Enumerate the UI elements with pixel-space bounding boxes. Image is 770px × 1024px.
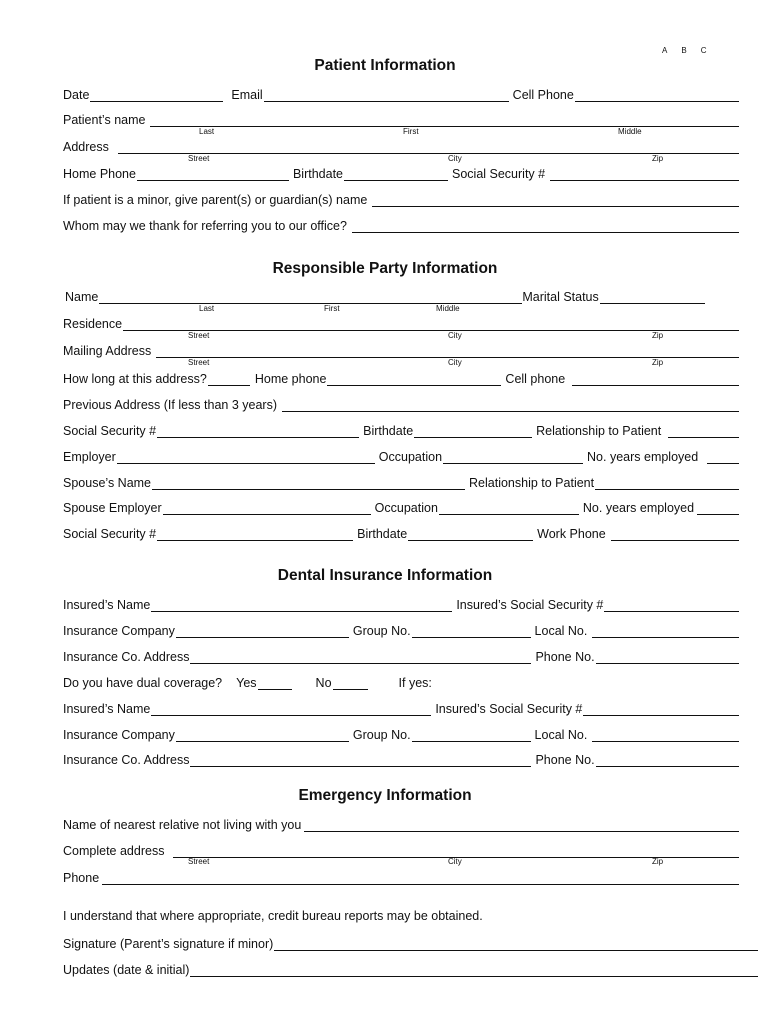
- res-sub-city: City: [448, 331, 462, 340]
- ins-address-label-2: Insurance Co. Address: [63, 753, 190, 767]
- spouse-relationship-label: Relationship to Patient: [469, 476, 595, 490]
- how-long-label: How long at this address?: [63, 372, 207, 386]
- emergency-info-heading: Emergency Information: [298, 787, 472, 804]
- spouse-ssn-label: Social Security #: [63, 527, 157, 541]
- cell-phone-field[interactable]: [575, 89, 739, 102]
- birthdate-field[interactable]: [344, 168, 448, 181]
- local-no-label-1: Local No.: [534, 624, 588, 638]
- rp-sub-middle: Middle: [436, 304, 460, 313]
- sub-zip: Zip: [652, 154, 664, 163]
- ssn-label: Social Security #: [452, 167, 546, 181]
- dental-insurance-heading: Dental Insurance Information: [277, 567, 493, 584]
- row-prev-address: [63, 396, 739, 412]
- corner-labels: [662, 46, 720, 55]
- employer-field[interactable]: [117, 451, 375, 464]
- group-no-field-2[interactable]: [412, 729, 531, 742]
- row-spouse-name: [63, 474, 739, 490]
- local-no-field-1[interactable]: [592, 625, 739, 638]
- birthdate-label: Birthdate: [292, 167, 343, 181]
- ins-company-field-2[interactable]: [176, 729, 349, 742]
- relative-label: Name of nearest relative not living with you: [63, 818, 302, 832]
- rp-relationship-field[interactable]: [668, 425, 739, 438]
- row-dual-coverage: [63, 674, 739, 690]
- rp-birthdate-label: Birthdate: [363, 424, 414, 438]
- if-yes-label: If yes:: [398, 676, 432, 690]
- corner-label-c: C: [700, 46, 707, 55]
- work-phone-label: Work Phone: [537, 527, 606, 541]
- row-updates: [63, 961, 758, 977]
- row-insured-name-2: [63, 700, 739, 716]
- address-label: Address: [63, 140, 109, 154]
- group-no-label-2: Group No.: [352, 728, 411, 742]
- how-long-field[interactable]: [208, 373, 250, 386]
- spouse-employer-field[interactable]: [163, 502, 371, 515]
- residence-field[interactable]: [123, 318, 739, 331]
- date-field[interactable]: [90, 89, 223, 102]
- rp-name-field[interactable]: [99, 291, 522, 304]
- prev-address-field[interactable]: [282, 399, 739, 412]
- row-signature: [63, 935, 758, 951]
- row-relative: [63, 816, 739, 832]
- marital-status-label: Marital Status: [522, 290, 599, 304]
- rp-sub-first: First: [324, 304, 340, 313]
- sub-middle: Middle: [618, 127, 642, 136]
- ins-company-label-2: Insurance Company: [63, 728, 175, 742]
- occupation-label: Occupation: [378, 450, 443, 464]
- years-employed-label: No. years employed: [587, 450, 699, 464]
- sub-last: Last: [199, 127, 215, 136]
- rp-ssn-field[interactable]: [157, 425, 359, 438]
- spouse-relationship-field[interactable]: [595, 477, 739, 490]
- phone-no-field-1[interactable]: [596, 651, 739, 664]
- mail-sub-city: City: [448, 358, 462, 367]
- patient-info-heading: Patient Information: [314, 57, 456, 74]
- mail-sub-street: Street: [188, 358, 210, 367]
- referral-field[interactable]: [352, 220, 739, 233]
- row-home-birth-ssn: [63, 165, 739, 181]
- rp-relationship-label: Relationship to Patient: [536, 424, 662, 438]
- home-phone-field[interactable]: [137, 168, 289, 181]
- ssn-field[interactable]: [550, 168, 739, 181]
- insured-name-label-1: Insured’s Name: [63, 598, 151, 612]
- signature-label: Signature (Parent’s signature if minor): [63, 937, 274, 951]
- local-no-field-2[interactable]: [592, 729, 739, 742]
- res-sub-zip: Zip: [652, 331, 664, 340]
- dual-coverage-label: Do you have dual coverage?: [63, 676, 223, 690]
- credit-notice: I understand that where appropriate, credit bureau reports may be obtained.: [63, 909, 483, 923]
- phone-label: Phone: [63, 871, 100, 885]
- rp-sub-last: Last: [199, 304, 215, 313]
- insured-ssn-field-1[interactable]: [604, 599, 739, 612]
- yes-field[interactable]: [258, 677, 292, 690]
- spouse-occupation-label: Occupation: [374, 501, 438, 515]
- employer-label: Employer: [63, 450, 116, 464]
- row-ins-company-1: [63, 622, 739, 638]
- cell-phone-label: Cell Phone: [512, 88, 574, 102]
- marital-status-field[interactable]: [600, 291, 705, 304]
- mail-sub-zip: Zip: [652, 358, 664, 367]
- row-referral: [63, 217, 739, 233]
- phone-field[interactable]: [102, 872, 739, 885]
- phone-no-field-2[interactable]: [596, 754, 739, 767]
- row-address: [63, 138, 739, 154]
- phone-no-label-1: Phone No.: [535, 650, 595, 664]
- relative-field[interactable]: [304, 819, 739, 832]
- prev-address-label: Previous Address (If less than 3 years): [63, 398, 277, 412]
- phone-no-label-2: Phone No.: [535, 753, 595, 767]
- minor-label: If patient is a minor, give parent(s) or guardian(s) name: [63, 193, 368, 207]
- mailing-address-label: Mailing Address: [63, 344, 152, 358]
- ins-address-field-1[interactable]: [190, 651, 531, 664]
- rp-name-label: Name: [65, 290, 99, 304]
- sub-city: City: [448, 154, 462, 163]
- em-sub-city: City: [448, 857, 462, 866]
- address-field[interactable]: [118, 141, 739, 154]
- row-mailing: [63, 342, 739, 358]
- email-label: Email: [231, 88, 263, 102]
- sub-street: Street: [188, 154, 210, 163]
- spouse-birthdate-label: Birthdate: [357, 527, 408, 541]
- complete-address-label: Complete address: [63, 844, 165, 858]
- group-no-field-1[interactable]: [412, 625, 531, 638]
- residence-label: Residence: [63, 317, 123, 331]
- signature-field[interactable]: [274, 938, 758, 951]
- referral-label: Whom may we thank for referring you to our office?: [63, 219, 347, 233]
- row-rp-ssn: [63, 422, 739, 438]
- years-employed-field[interactable]: [707, 451, 739, 464]
- row-minor: [63, 191, 739, 207]
- ins-company-label-1: Insurance Company: [63, 624, 175, 638]
- row-patient-name: [63, 111, 739, 127]
- rp-cell-phone-field[interactable]: [572, 373, 739, 386]
- updates-field[interactable]: [190, 964, 758, 977]
- rp-home-phone-field[interactable]: [327, 373, 501, 386]
- row-ins-address-2: [63, 751, 739, 767]
- work-phone-field[interactable]: [611, 528, 739, 541]
- em-sub-zip: Zip: [652, 857, 664, 866]
- guardian-field[interactable]: [372, 194, 739, 207]
- insured-name-field-1[interactable]: [151, 599, 452, 612]
- sub-first: First: [403, 127, 419, 136]
- rp-cell-phone-label: Cell phone: [505, 372, 566, 386]
- spouse-birthdate-field[interactable]: [408, 528, 533, 541]
- row-phone: [63, 869, 739, 885]
- row-employer: [63, 448, 739, 464]
- date-label: Date: [63, 88, 90, 102]
- row-complete-address: [63, 842, 739, 858]
- no-label: No: [315, 676, 332, 690]
- spouse-ssn-field[interactable]: [157, 528, 353, 541]
- row-residence: [63, 315, 739, 331]
- rp-ssn-label: Social Security #: [63, 424, 157, 438]
- occupation-field[interactable]: [443, 451, 583, 464]
- patient-name-field[interactable]: [150, 114, 739, 127]
- spouse-employer-label: Spouse Employer: [63, 501, 162, 515]
- spouse-occupation-field[interactable]: [439, 502, 579, 515]
- group-no-label-1: Group No.: [352, 624, 411, 638]
- updates-label: Updates (date & initial): [63, 963, 190, 977]
- row-rp-name: [63, 288, 739, 304]
- row-date-email-cell: [63, 86, 739, 102]
- ins-address-label-1: Insurance Co. Address: [63, 650, 190, 664]
- email-field[interactable]: [264, 89, 509, 102]
- responsible-party-heading: Responsible Party Information: [272, 260, 498, 277]
- insured-name-field-2[interactable]: [151, 703, 431, 716]
- ins-company-field-1[interactable]: [176, 625, 349, 638]
- spouse-years-employed-label: No. years employed: [582, 501, 695, 515]
- row-ins-address-1: [63, 648, 739, 664]
- row-ins-company-2: [63, 726, 739, 742]
- insured-ssn-field-2[interactable]: [583, 703, 739, 716]
- corner-label-a: A: [662, 46, 668, 55]
- patient-name-label: Patient’s name: [63, 113, 146, 127]
- yes-label: Yes: [236, 676, 257, 690]
- row-how-long: [63, 370, 739, 386]
- ins-address-field-2[interactable]: [190, 754, 531, 767]
- home-phone-label: Home Phone: [63, 167, 136, 181]
- row-insured-name-1: [63, 596, 739, 612]
- insured-name-label-2: Insured’s Name: [63, 702, 151, 716]
- local-no-label-2: Local No.: [534, 728, 588, 742]
- spouse-name-label: Spouse’s Name: [63, 476, 152, 490]
- insured-ssn-label-1: Insured’s Social Security #: [456, 598, 604, 612]
- spouse-years-employed-field[interactable]: [697, 502, 739, 515]
- corner-label-b: B: [681, 46, 687, 55]
- no-field[interactable]: [333, 677, 368, 690]
- rp-birthdate-field[interactable]: [414, 425, 532, 438]
- em-sub-street: Street: [188, 857, 210, 866]
- res-sub-street: Street: [188, 331, 210, 340]
- rp-home-phone-label: Home phone: [254, 372, 327, 386]
- spouse-name-field[interactable]: [152, 477, 465, 490]
- row-spouse-ssn: [63, 525, 739, 541]
- row-spouse-employer: [63, 499, 739, 515]
- insured-ssn-label-2: Insured’s Social Security #: [435, 702, 583, 716]
- mailing-address-field[interactable]: [156, 345, 739, 358]
